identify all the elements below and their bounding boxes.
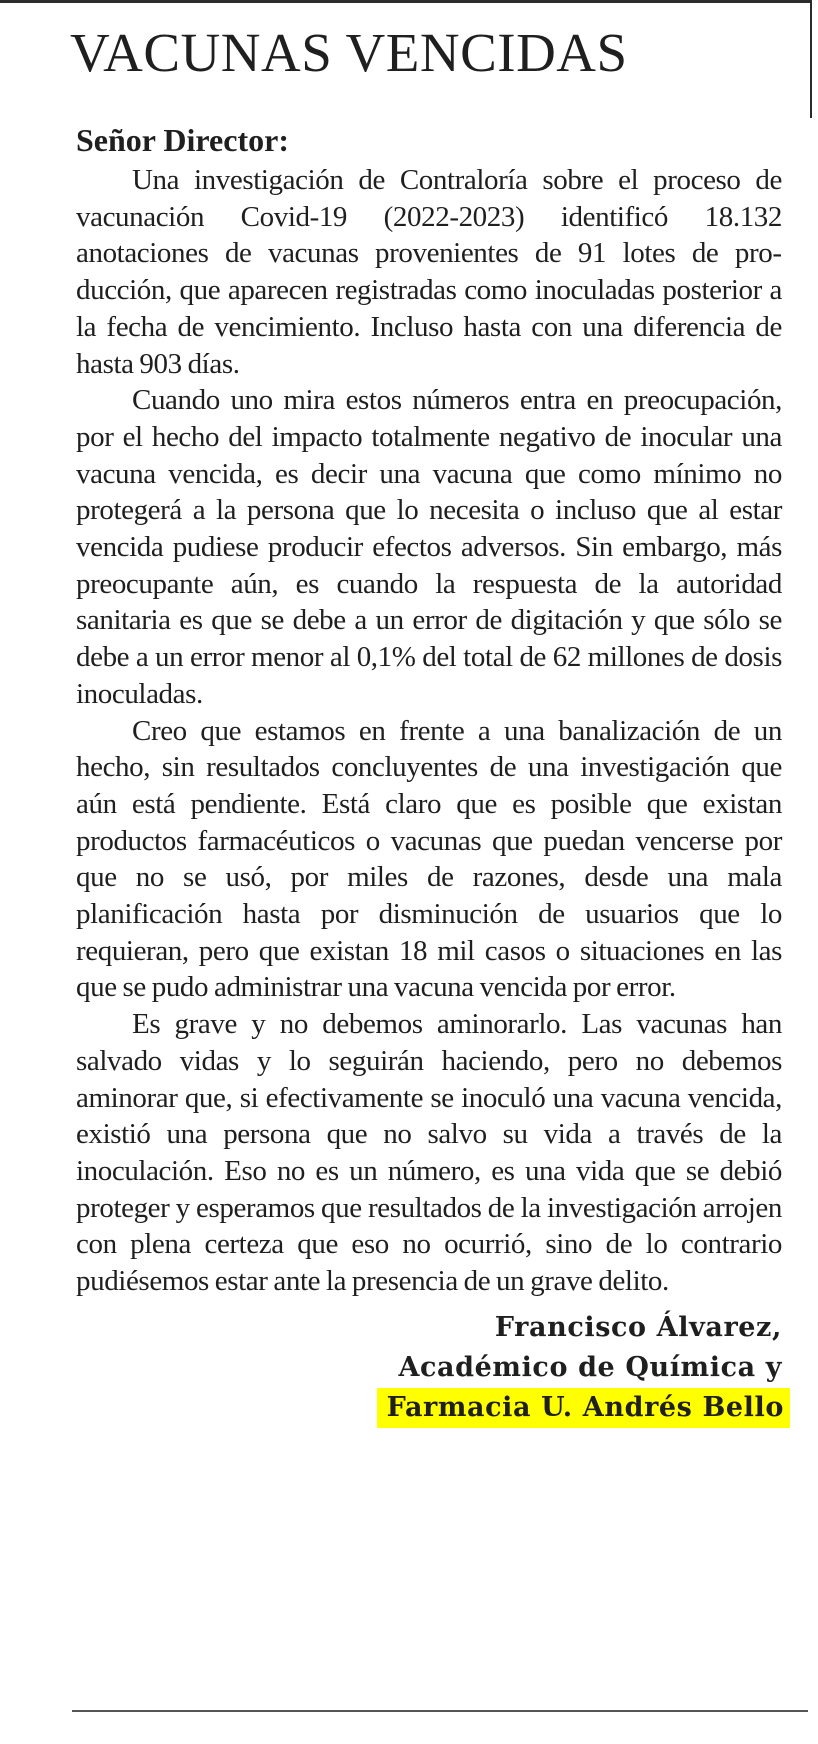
paragraph-4: Es grave y no debemos aminorarlo. Las vacunas han salvado vidas y lo seguirán haciendo, pero no debemos aminorar que, si efectivamente se inoculó una vacuna vencida, existió una persona que no salvo su vida a través de la inoculación. Eso no es un número, es una vida que se debió proteger y esperamos que resultados de la investigación arrojen con plena certeza que eso no ocurrió, sino de lo contrario pudiésemos estar ante la presencia de un grave delito. bbox=[76, 1008, 782, 1298]
paragraph-1: Una investigación de Contraloría sobre el proceso de vacunación Covid-19 (2022-2023) identificó 18.132 anotaciones de vacunas provenientes de 91 lotes de producción, que aparecen registradas como inoculadas posterior a la fecha de vencimiento. Incluso hasta con una diferencia de hasta 903 días. bbox=[76, 164, 782, 380]
signature-name: Francisco Álvarez, bbox=[494, 1311, 782, 1343]
signature-institution-highlight: Farmacia U. Andrés Bello bbox=[377, 1388, 790, 1428]
bottom-rule bbox=[72, 1710, 808, 1712]
top-rule bbox=[0, 0, 810, 3]
letter-body bbox=[76, 120, 782, 1428]
signature-title: Académico de Química y bbox=[398, 1351, 782, 1383]
column-rule bbox=[810, 0, 812, 118]
paragraph-2: Cuando uno mira estos números entra en preocupación, por el hecho del impacto totalmente negativo de inocular una vacuna vencida, es decir una vacuna que como mínimo no protegerá a la persona que lo necesita o incluso que al estar vencida pudiese producir efectos adversos. Sin embargo, más preocupante aún, es cuando la respuesta de la autoridad sanitaria es que se debe a un error de digitación y que sólo se debe a un error menor al 0,1% del total de 62 millones de dosis inoculadas. bbox=[76, 384, 782, 710]
salutation: Señor Director: bbox=[76, 122, 289, 158]
signature bbox=[76, 1308, 782, 1428]
headline: VACUNAS VENCIDAS bbox=[70, 22, 628, 83]
paragraph-3: Creo que estamos en frente a una banalización de un hecho, sin resultados concluyentes de una investigación que aún está pendiente. Está claro que es posible que existan productos farmacéuticos o vacunas que puedan vencerse por que no se usó, por miles de razones, desde una mala planificación hasta por disminución de usuarios que lo requieran, pero que existan 18 mil casos o situaciones en las que se pudo administrar una vacuna vencida por error. bbox=[76, 714, 782, 1004]
